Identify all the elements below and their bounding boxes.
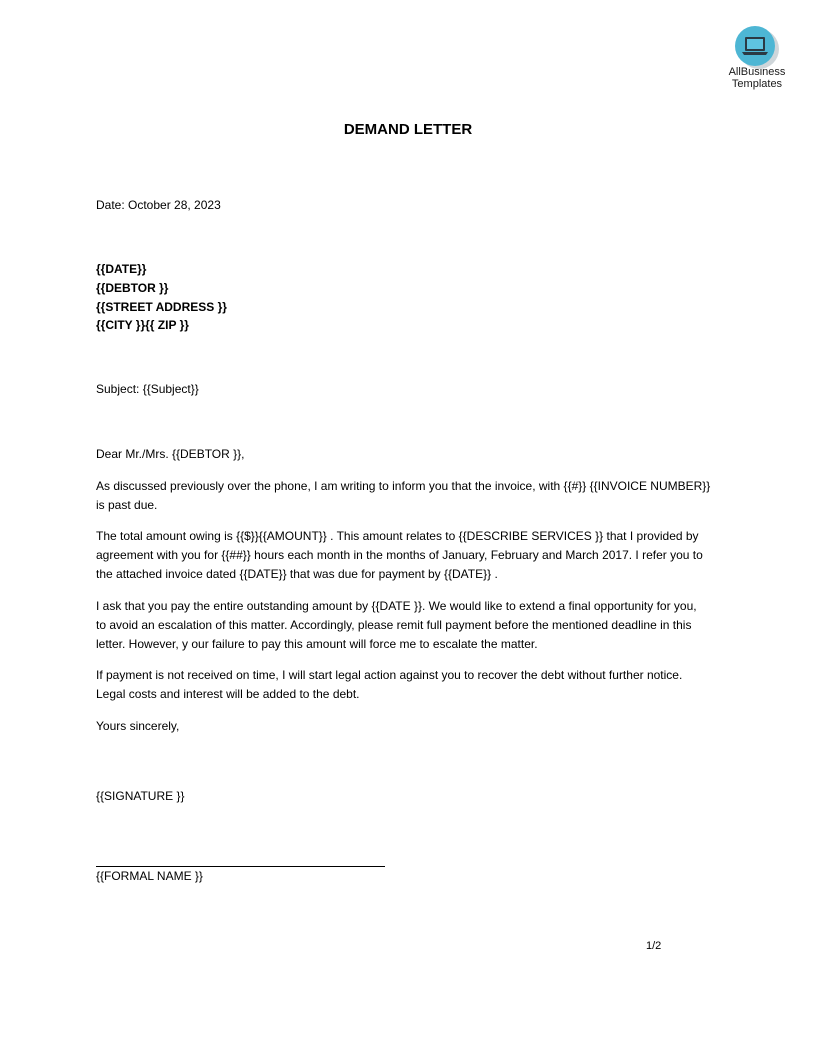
paragraph-line: Legal costs and interest will be added to the debt. bbox=[96, 687, 360, 701]
paragraph-line: As discussed previously over the phone, I am writing to inform you that the invoice, with {{#}} {{INVOICE NUMBER}} bbox=[96, 479, 711, 493]
laptop-icon bbox=[735, 26, 775, 66]
salutation: Dear Mr./Mrs. {{DEBTOR }}, bbox=[96, 447, 245, 461]
paragraph-line: the attached invoice dated {{DATE}} that was due for payment by {{DATE}} . bbox=[96, 567, 498, 581]
paragraph-line: to avoid an escalation of this matter. Accordingly, please remit full payment before the mentioned deadline in this bbox=[96, 618, 692, 632]
document-title: DEMAND LETTER bbox=[343, 121, 473, 138]
signature-placeholder: {{SIGNATURE }} bbox=[96, 789, 185, 803]
paragraph-line: The total amount owing is {{$}}{{AMOUNT}} . This amount relates to {{DESCRIBE SERVICES }} that I provided by bbox=[96, 529, 699, 543]
logo-line-2: Templates bbox=[731, 78, 783, 90]
logo-line-1: AllBusiness bbox=[728, 66, 786, 78]
formal-name: {{FORMAL NAME }} bbox=[96, 869, 203, 883]
address-street: {{STREET ADDRESS }} bbox=[96, 300, 227, 314]
paragraph-line: If payment is not received on time, I will start legal action against you to recover the debt without further notice. bbox=[96, 668, 683, 682]
paragraph-line: is past due. bbox=[96, 498, 158, 512]
paragraph-line: agreement with you for {{##}} hours each month in the months of January, February and March 2017. I refer you to bbox=[96, 548, 703, 562]
logo-text bbox=[724, 66, 790, 90]
address-date: {{DATE}} bbox=[96, 262, 147, 276]
address-debtor: {{DEBTOR }} bbox=[96, 281, 169, 295]
paragraph-line: letter. However, y our failure to pay this amount will force me to escalate the matter. bbox=[96, 637, 538, 651]
paragraph-invoice bbox=[96, 477, 720, 515]
date-line: Date: October 28, 2023 bbox=[96, 198, 221, 212]
closing: Yours sincerely, bbox=[96, 719, 180, 733]
paragraph-amount bbox=[96, 527, 720, 584]
company-logo bbox=[724, 26, 790, 90]
subject-line: Subject: {{Subject}} bbox=[96, 382, 199, 396]
paragraph-request bbox=[96, 597, 720, 654]
paragraph-legal bbox=[96, 666, 720, 704]
page-number: 1/2 bbox=[646, 940, 662, 952]
address-city-zip: {{CITY }}{{ ZIP }} bbox=[96, 318, 189, 332]
paragraph-line: I ask that you pay the entire outstanding amount by {{DATE }}. We would like to extend a final opportunity for you, bbox=[96, 599, 697, 613]
